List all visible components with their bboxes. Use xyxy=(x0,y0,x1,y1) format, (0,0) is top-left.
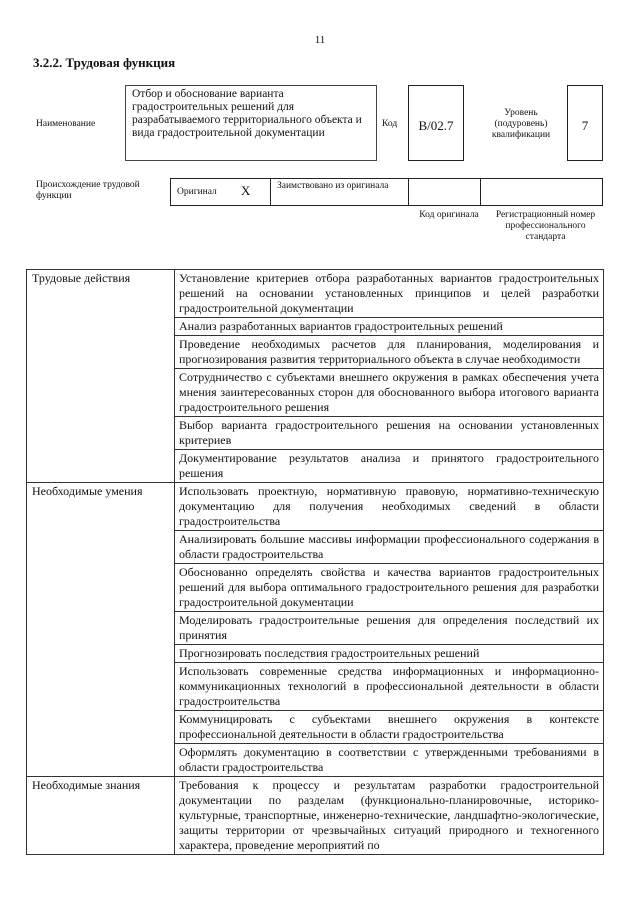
description-cell: Документирование результатов анализа и принятого градостроительного решения xyxy=(175,450,604,483)
description-cell: Сотрудничество с субъектами внешнего окружения в рамках обеспечения учета мнения заинтересованных сторон для обоснованного выбора итогового варианта градостроительного решения xyxy=(175,369,604,417)
code-original-cell xyxy=(409,179,481,205)
description-cell: Оформлять документацию в соответствии с утвержденными требованиями в области градостроительства xyxy=(175,744,604,777)
description-cell: Выбор варианта градостроительного решения на основании установленных критериев xyxy=(175,417,604,450)
borrowed-label: Заимствовано из оригинала xyxy=(271,179,409,205)
origin-row xyxy=(170,178,603,206)
description-cell: Анализировать большие массивы информации профессионального содержания в области градостроительства xyxy=(175,531,604,564)
code-value: B/02.7 xyxy=(408,85,464,161)
category-cell: Необходимые умения xyxy=(27,483,175,777)
name-value: Отбор и обоснование варианта градостроительных решений для разрабатываемого территориального объекта и вида градостроительной документации xyxy=(125,85,377,161)
description-cell: Моделировать градостроительные решения для определения последствий их принятия xyxy=(175,612,604,645)
description-cell: Использовать современные средства информационных и информационно-коммуникационных технологий в профессиональной деятельности в области градостроительства xyxy=(175,663,604,711)
table-row xyxy=(27,483,604,531)
description-cell: Использовать проектную, нормативную правовую, нормативно-техническую документацию для получения необходимых сведений в области градостроительства xyxy=(175,483,604,531)
original-cell xyxy=(171,179,271,205)
name-label: Наименование xyxy=(36,119,96,129)
page-number: 11 xyxy=(314,34,326,46)
description-cell: Проведение необходимых расчетов для планирования, моделирования и прогнозирования развития территориального объекта в случае необходимости xyxy=(175,336,604,369)
description-cell: Установление критериев отбора разработанных вариантов градостроительных решений на основании установленных принципов и целей разработки градостроительной документации xyxy=(175,270,604,318)
original-label: Оригинал xyxy=(177,187,217,197)
code-label: Код xyxy=(382,119,398,129)
description-cell: Прогнозировать последствия градостроительных решений xyxy=(175,645,604,663)
table-row xyxy=(27,777,604,855)
description-cell: Обоснованно определять свойства и качества вариантов градостроительных решений для выбора оптимального градостроительного решения для разработки градостроительной документации xyxy=(175,564,604,612)
level-label: Уровень (подуровень) квалификации xyxy=(491,108,551,140)
category-cell: Трудовые действия xyxy=(27,270,175,483)
reg-number-label: Регистрационный номер профессионального стандарта xyxy=(495,210,596,242)
original-mark: X xyxy=(241,183,251,198)
table-row xyxy=(27,270,604,318)
category-cell: Необходимые знания xyxy=(27,777,175,855)
description-cell: Анализ разработанных вариантов градостроительных решений xyxy=(175,318,604,336)
code-original-label: Код оригинала xyxy=(419,210,479,220)
description-cell: Коммуницировать с субъектами внешнего окружения в контексте профессиональной деятельности в области градостроительства xyxy=(175,711,604,744)
reg-number-cell xyxy=(481,179,604,205)
origin-label: Происхождение трудовой функции xyxy=(36,180,140,201)
description-cell: Требования к процессу и результатам разработки градостроительной документации по разделам (функционально-планировочные, историко-культурные, транспортные, инженерно-технические, ландшафтно-экологические, защиты территории от чрезвычайных ситуаций природного и техногенного характера, проведение мероприятий по xyxy=(175,777,604,855)
level-value: 7 xyxy=(567,85,603,161)
function-table xyxy=(26,269,604,855)
section-title: 3.2.2. Трудовая функция xyxy=(33,55,176,70)
